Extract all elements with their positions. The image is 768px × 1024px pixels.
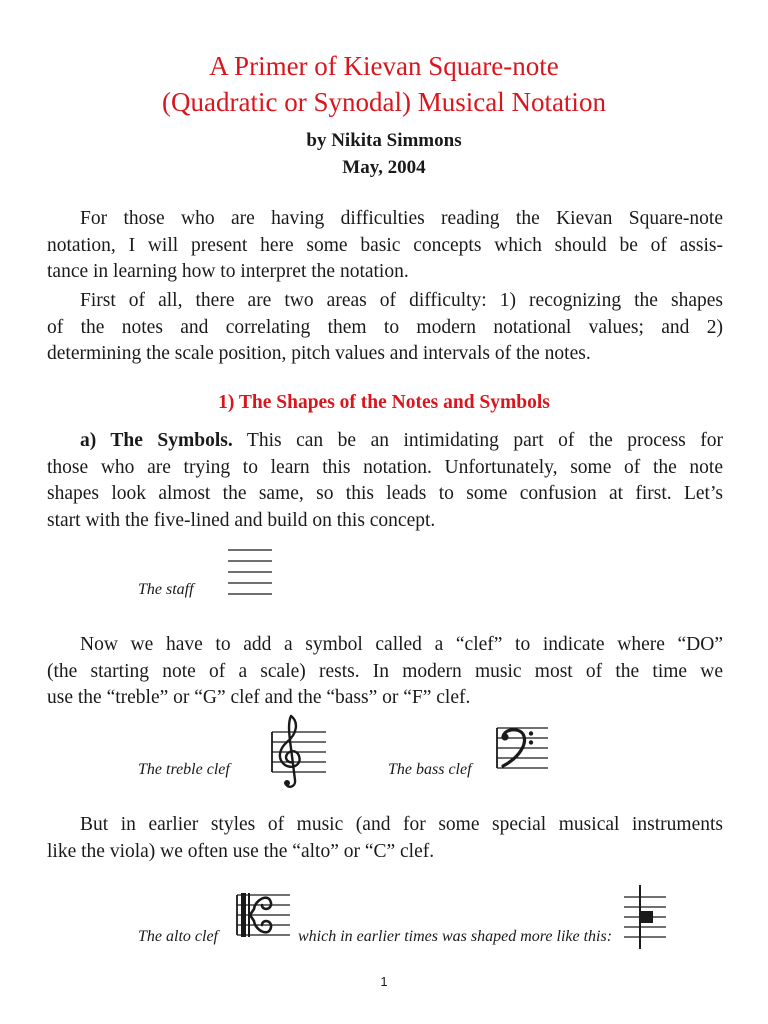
symbols-line: those who are trying to learn this notation. Unfortunately, some of the note [47, 456, 723, 478]
bass-clef-icon [494, 724, 550, 774]
caption-bass: The bass clef [388, 761, 472, 778]
caption-alto: The alto clef [138, 928, 218, 945]
alto-paragraph [47, 812, 723, 865]
clef-paragraph [47, 632, 723, 712]
difficulty-paragraph [47, 288, 723, 368]
title-line-2: (Quadratic or Synodal) Musical Notation [162, 87, 606, 117]
symbols-line: start with the five-lined and build on this concept. [47, 509, 436, 531]
clef-line: (the starting note of a scale) rests. In modern music most of the time we [47, 660, 723, 682]
caption-early: which in earlier times was shaped more like this: [298, 928, 613, 945]
symbols-first-line [47, 428, 723, 455]
treble-clef-icon [268, 712, 328, 792]
symbols-lead: a) The Symbols. [80, 430, 233, 451]
title-line-1: A Primer of Kievan Square-note [209, 51, 559, 81]
staff-icon [226, 545, 274, 601]
alto-line: But in earlier styles of music (and for some special musical instruments [80, 814, 723, 835]
page-number: 1 [380, 974, 388, 989]
symbols-line-rest: This can be an intimidating part of the process for [232, 430, 723, 451]
caption-staff: The staff [138, 581, 194, 598]
caption-treble: The treble clef [138, 761, 230, 778]
symbols-paragraph [47, 428, 723, 534]
clef-line: use the “treble” or “G” clef and the “bass” or “F” clef. [47, 687, 471, 708]
intro-line: tance in learning how to interpret the notation. [47, 261, 409, 282]
clef-line: Now we have to add a symbol called a “clef” to indicate where “DO” [80, 634, 723, 655]
intro-line: notation, I will present here some basic concepts which should be of assis- [47, 234, 723, 256]
intro-line: For those who are having difficulties reading the Kievan Square-note [80, 208, 723, 229]
difficulty-line: determining the scale position, pitch values and intervals of the notes. [47, 343, 591, 364]
alto-line: like the viola) we often use the “alto” or “C” clef. [47, 840, 435, 862]
date: May, 2004 [342, 157, 426, 178]
symbols-line: shapes look almost the same, so this leads to some confusion at first. Let’s [47, 483, 723, 504]
difficulty-line: of the notes and correlating them to modern notational values; and 2) [47, 316, 723, 338]
difficulty-line: First of all, there are two areas of difficulty: 1) recognizing the shapes [80, 290, 723, 311]
intro-paragraph [47, 206, 723, 286]
section-heading: 1) The Shapes of the Notes and Symbols [218, 392, 550, 413]
alto-clef-icon [234, 890, 292, 944]
author: by Nikita Simmons [306, 130, 462, 151]
early-c-clef-icon [622, 883, 670, 951]
